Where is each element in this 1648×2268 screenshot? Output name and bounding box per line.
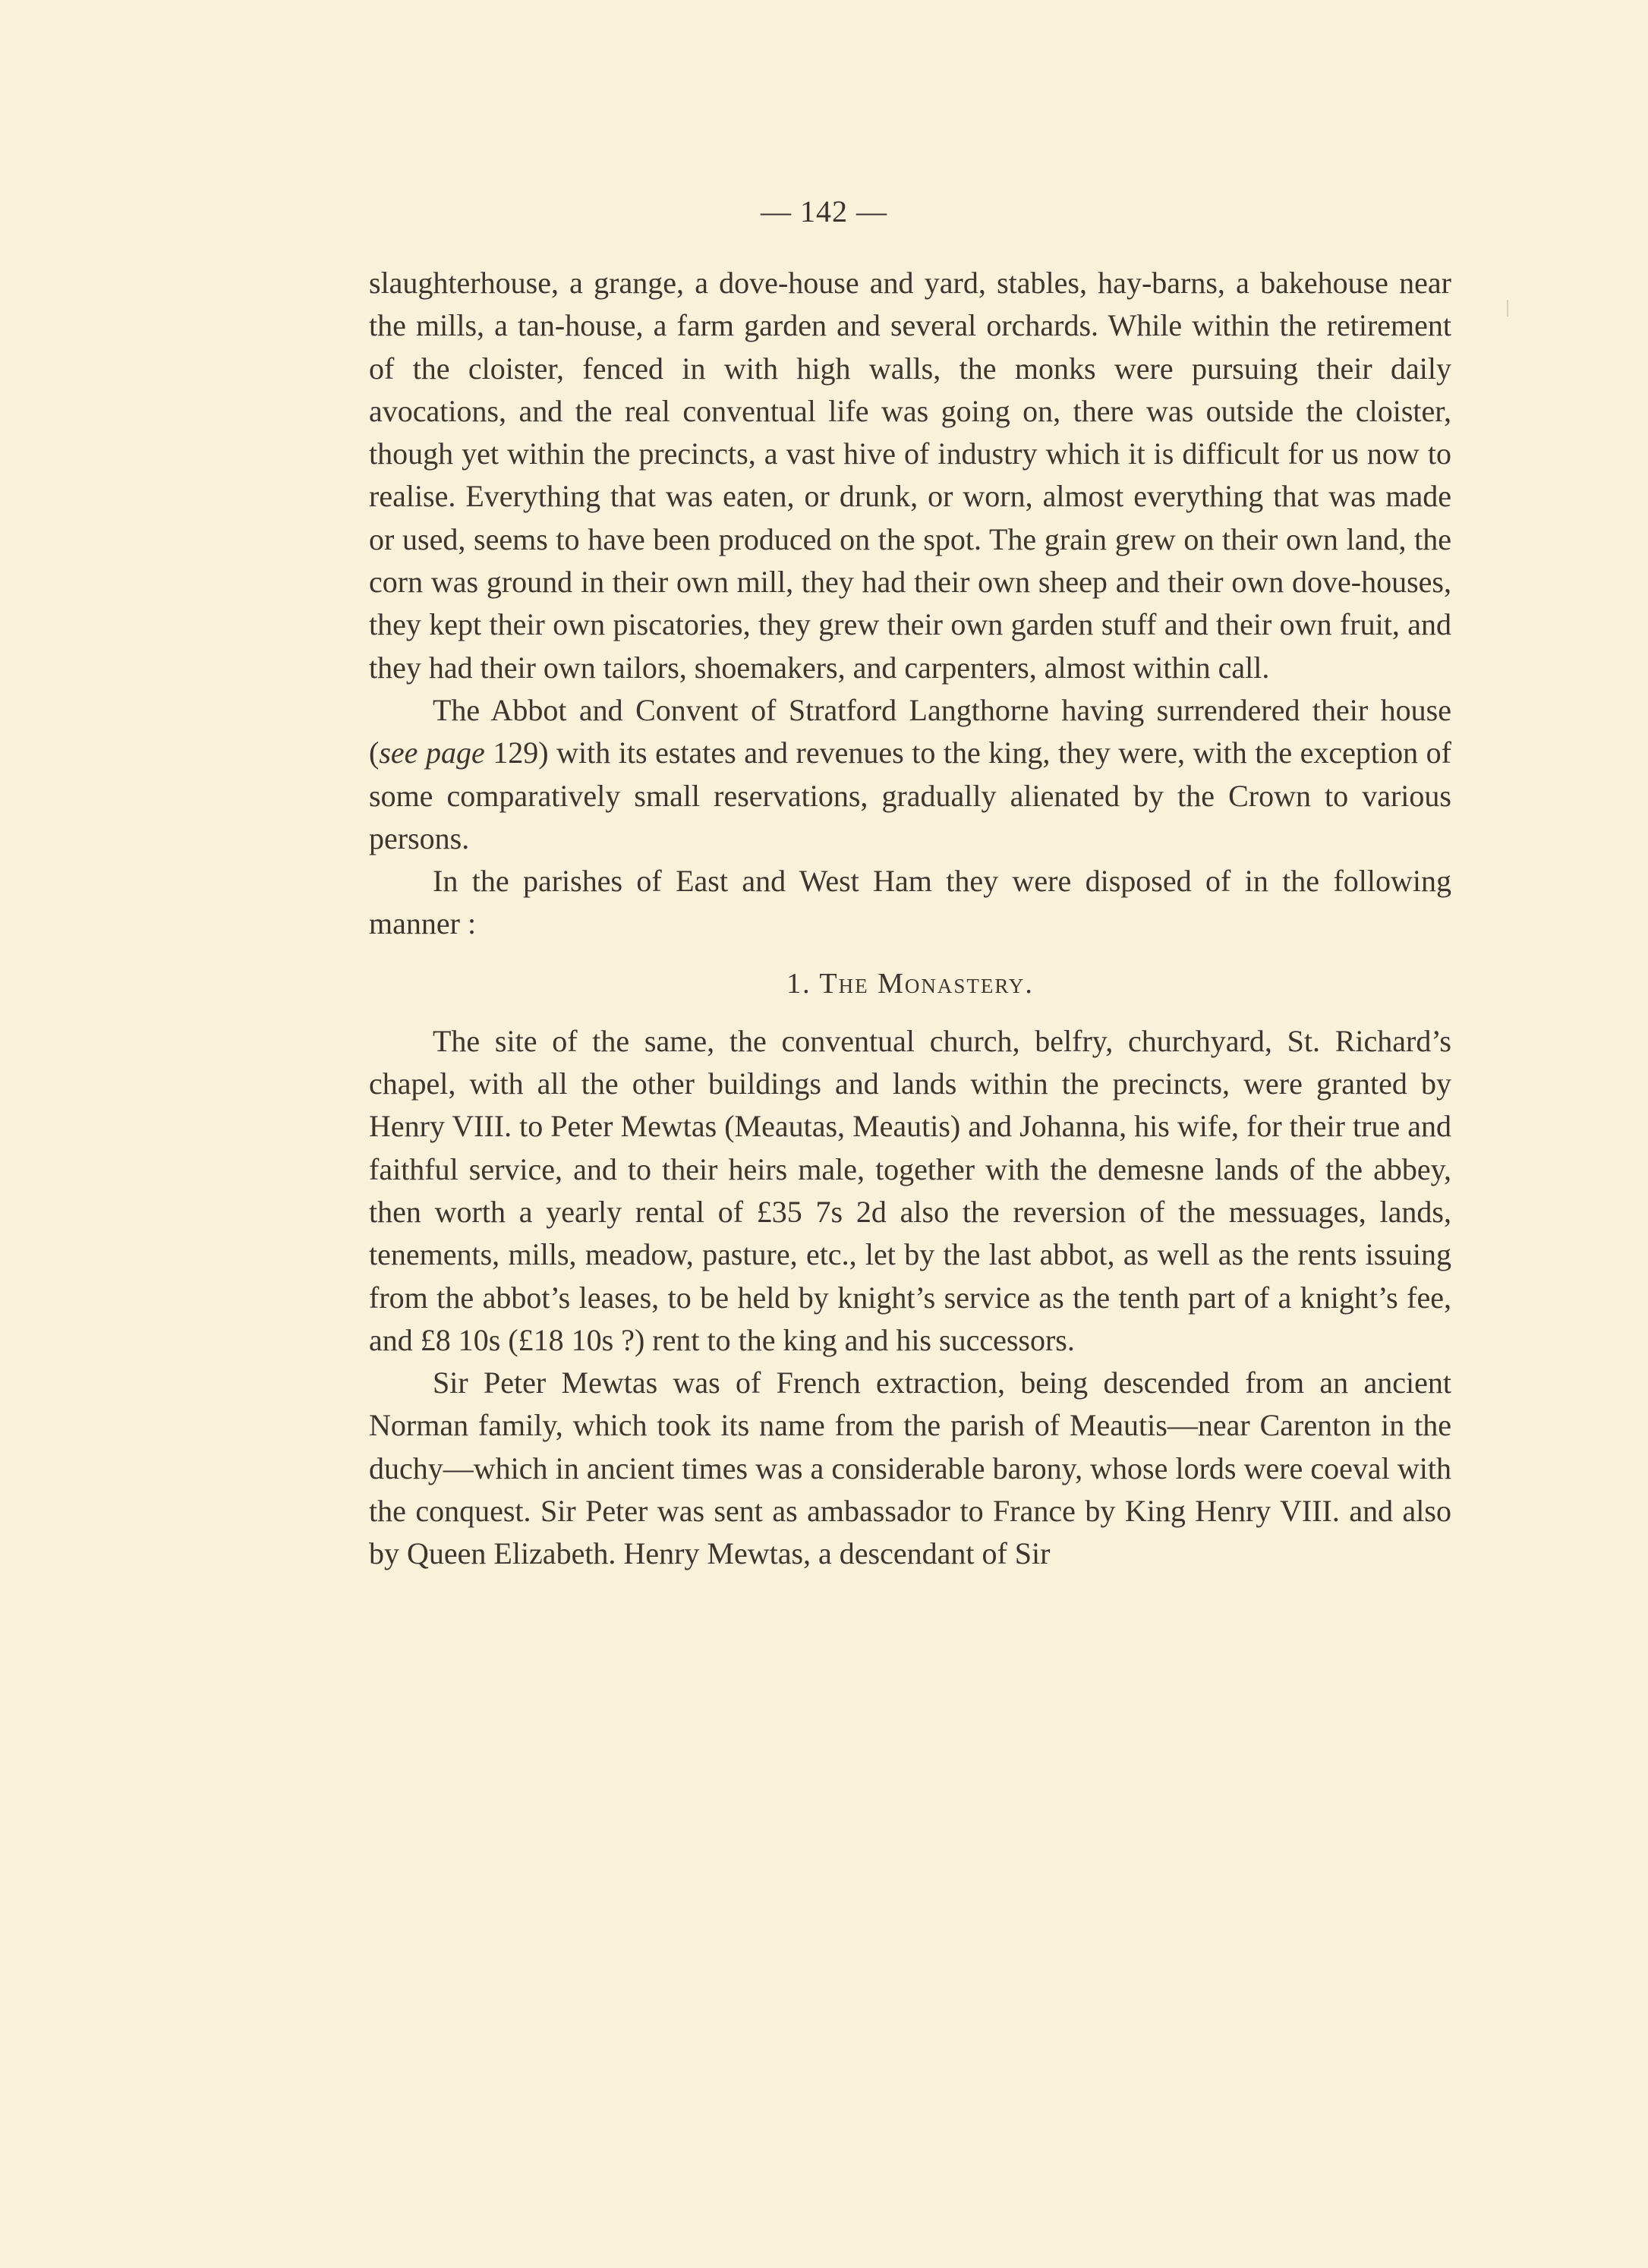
paragraph-surrender-text-end: 129) with its estates and revenues to the king, they were, with the exception of some comparatively small reservations, gradually alienated by the Crown to various persons. xyxy=(369,736,1452,855)
cross-reference: see page xyxy=(379,736,485,770)
paragraph-mewtas: Sir Peter Mewtas was of French extraction, being descended from an ancient Norman family, which took its name from the parish of Meautis—near Carenton in the duchy—which in ancient times was a considerable barony, whose lords were coeval with the conquest. Sir Peter was sent as ambassador to France by King Henry VIII. and also by Queen Elizabeth. Henry Mewtas, a descendant of Sir xyxy=(369,1366,1451,1571)
paragraph-grant: The site of the same, the conventual church, belfry, churchyard, St. Richard’s chapel, with all the other buildings and lands within the precincts, were granted by Henry VIII. to Peter Mewtas (Meautas, Meautis) and Johanna, his wife, for their true and faithful service, and to their heirs male, together with the demesne lands of the abbey, then worth a yearly rental of £35 7s 2d also the reversion of the messuages, lands, tenements, mills, meadow, pasture, etc., let by the last abbot, as well as the rents issuing from the abbot’s leases, to be held by knight’s service as the tenth part of a knight’s fee, and £8 10s (£18 10s ?) rent to the king and his successors. xyxy=(369,1023,1451,1357)
body-text xyxy=(369,262,1451,1576)
paragraph-parishes: In the parishes of East and West Ham they were disposed of in the following manner : xyxy=(369,864,1451,941)
margin-mark xyxy=(1507,300,1508,317)
paragraph-continuation: slaughterhouse, a grange, a dove-house and yard, stables, hay-barns, a bakehouse near the mills, a tan-house, a farm garden and several orchards. While within the retirement of the cloister, fenced in with high walls, the monks were pursuing their daily avocations, and the real conventual life was going on, there was outside the cloister, though yet within the precincts, a vast hive of industry which it is difficult for us now to realise. Everything that was eaten, or drunk, or worn, almost everything that was made or used, seems to have been produced on the spot. The grain grew on their own land, the corn was ground in their own mill, they had their own sheep and their own dove-houses, they kept their own piscatories, they grew their own garden stuff and their own fruit, and they had their own tailors, shoemakers, and carpenters, almost within call. xyxy=(369,266,1451,685)
section-heading-text: 1. The Monastery. xyxy=(786,967,1034,1000)
paragraph-surrender-text-start: The Abbot and Convent of Stratford Langthorne having surrendered their house ( xyxy=(369,692,1451,770)
paragraph-surrender xyxy=(369,689,1451,860)
section-heading xyxy=(369,962,1451,1005)
page-number: — 142 — xyxy=(761,194,887,228)
